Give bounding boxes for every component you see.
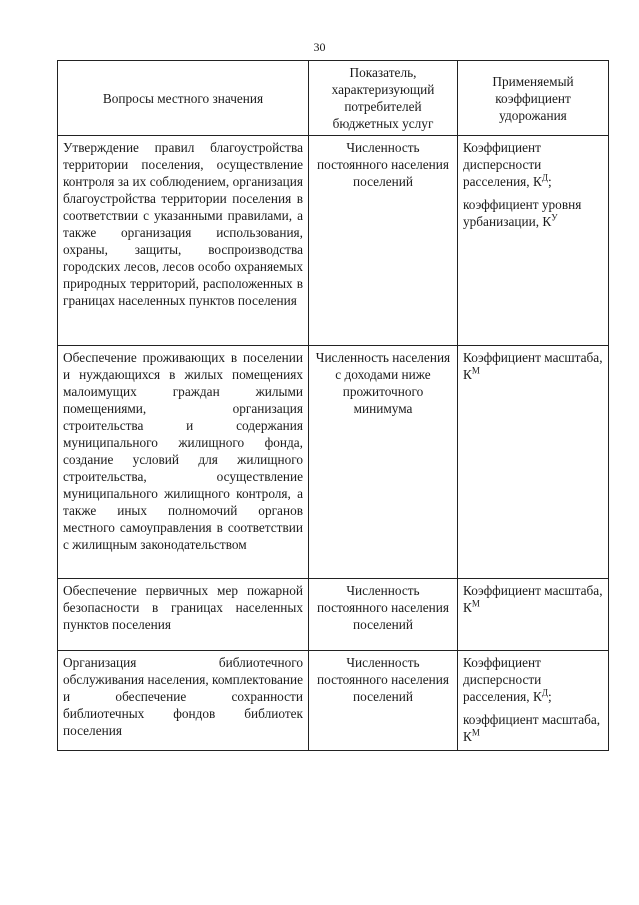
table-row [58, 579, 609, 651]
coefficient-suffix: ; [547, 689, 552, 704]
coefficient-line [463, 349, 603, 383]
row-coefficient [458, 579, 609, 651]
coefficient-line [463, 582, 603, 616]
table-row [58, 651, 609, 751]
coefficient-text: коэффициент масштаба, К [463, 712, 601, 744]
page-number: 30 [313, 40, 326, 54]
row-question: Обеспечение первичных мер пожарной безопасности в границах населенных пунктов поселения [58, 579, 309, 651]
coefficient-text: Коэффициент масштаба, К [463, 583, 603, 615]
table-row [58, 136, 609, 346]
row-indicator: Численность постоянного населения поселений [309, 136, 458, 346]
row-question: Организация библиотечного обслуживания населения, комплектование и обеспечение сохранности библиотечных фондов библиотек поселения [58, 651, 309, 751]
row-question: Обеспечение проживающих в поселении и нуждающихся в жилых помещениях малоимущих граждан жилыми помещениями, организация строительства и содержания муниципального жилищного фонда, создание условий для жилищного строительства, осуществление муниципального жилищного контроля, а также иных полномочий органов местного самоуправления в соответствии с жилищным законодательством [58, 346, 309, 579]
coefficient-text: Коэффициент масштаба, К [463, 350, 603, 382]
coefficient-sup: М [471, 365, 480, 376]
coefficient-sup: М [471, 598, 480, 609]
coefficient-line [463, 196, 603, 230]
header-indicator: Показатель, характеризующий потребителей бюджетных услуг [309, 61, 458, 136]
table-row [58, 346, 609, 579]
coefficient-sup: У [551, 212, 558, 223]
coefficient-text: коэффициент уровня урбанизации, К [463, 197, 582, 229]
coefficient-sup: Д [541, 687, 548, 698]
row-indicator: Численность населения с доходами ниже прожиточного минимума [309, 346, 458, 579]
header-coefficient: Применяемый коэффициент удорожания [458, 61, 609, 136]
coefficient-text: Коэффициент дисперсности расселения, К [463, 655, 542, 704]
coefficient-suffix: ; [547, 174, 552, 189]
row-indicator: Численность постоянного населения поселений [309, 579, 458, 651]
row-coefficient [458, 136, 609, 346]
coefficient-line [463, 711, 603, 745]
coefficient-line [463, 654, 603, 705]
coefficient-text: Коэффициент дисперсности расселения, К [463, 140, 542, 189]
table-header-row [58, 61, 609, 136]
row-coefficient [458, 651, 609, 751]
header-questions: Вопросы местного значения [58, 61, 309, 136]
row-coefficient [458, 346, 609, 579]
coefficient-sup: М [471, 727, 480, 738]
coefficient-sup: Д [541, 172, 548, 183]
row-question: Утверждение правил благоустройства территории поселения, осуществление контроля за их соблюдением, организация благоустройства территории поселения в соответствии с указанными правилами, а также организация использования, охраны, защиты, воспроизводства городских лесов, лесов особо охраняемых природных территорий, расположенных в границах населенных пунктов поселения [58, 136, 309, 346]
coefficient-table [57, 60, 609, 751]
coefficient-line [463, 139, 603, 190]
row-indicator: Численность постоянного населения поселений [309, 651, 458, 751]
